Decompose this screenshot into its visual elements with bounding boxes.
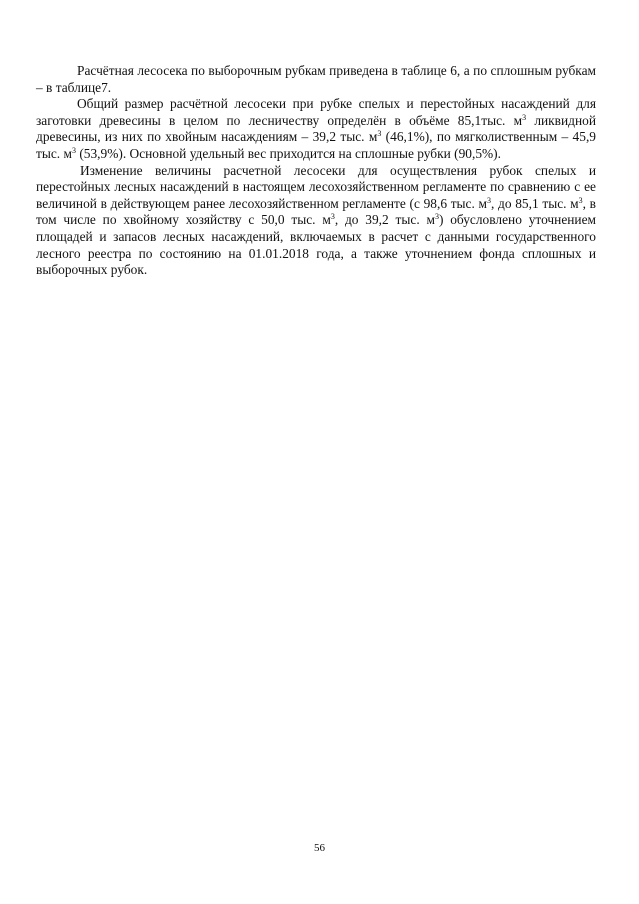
paragraph-cutting-area-tables	[36, 63, 596, 96]
page-number: 56	[314, 842, 325, 854]
paragraph-cutting-area-change	[36, 163, 596, 279]
superscript-unit: 3	[578, 195, 583, 205]
superscript-unit: 3	[434, 212, 439, 222]
document-body	[36, 63, 596, 279]
superscript-unit: 3	[522, 112, 527, 122]
paragraph-text: ликвидной древесины, из них по хвойным насаждениям – 39,2 тыс. м	[36, 112, 596, 145]
paragraph-text: , в том числе по хвойному хозяйству с 50,0 тыс. м	[36, 195, 596, 228]
paragraph-text: ) обусловлено уточнением площадей и запасов лесных насаждений, включаемых в расчет с данными государственного лесного реестра по состоянию на 01.01.2018 года, а также уточнением фонда сплошных и выборочных рубок.	[36, 212, 597, 278]
superscript-unit: 3	[71, 145, 76, 155]
superscript-unit: 3	[377, 129, 382, 139]
paragraph-text: Расчётная лесосека по выборочным рубкам приведена в таблице 6, а по сплошным рубкам – в таблице7.	[36, 63, 596, 95]
paragraph-text: (53,9%). Основной удельный вес приходится на сплошные рубки (90,5%).	[75, 145, 501, 161]
paragraph-text: (46,1%), по мягколиственным – 45,9 тыс. м	[36, 129, 596, 161]
paragraph-text: , до 85,1 тыс. м	[491, 195, 579, 211]
superscript-unit: 3	[487, 195, 492, 205]
paragraph-text: Общий размер расчётной лесосеки при рубке спелых и перестойных насаждений для заготовки древесины в целом по лесничеству определён в объёме 85,1тыс. м	[36, 96, 596, 128]
paragraph-text: , до 39,2 тыс. м	[334, 212, 435, 228]
paragraph-total-cutting-volume	[36, 96, 596, 162]
superscript-unit: 3	[330, 212, 335, 222]
paragraph-text: Изменение величины расчетной лесосеки для осуществления рубок спелых и перестойных лесных насаждений в настоящем лесохозяйственном регламенте по сравнению с ее величиной в действующем ранее лесохозяйственном регламенте (с 98,6 тыс. м	[36, 162, 596, 211]
